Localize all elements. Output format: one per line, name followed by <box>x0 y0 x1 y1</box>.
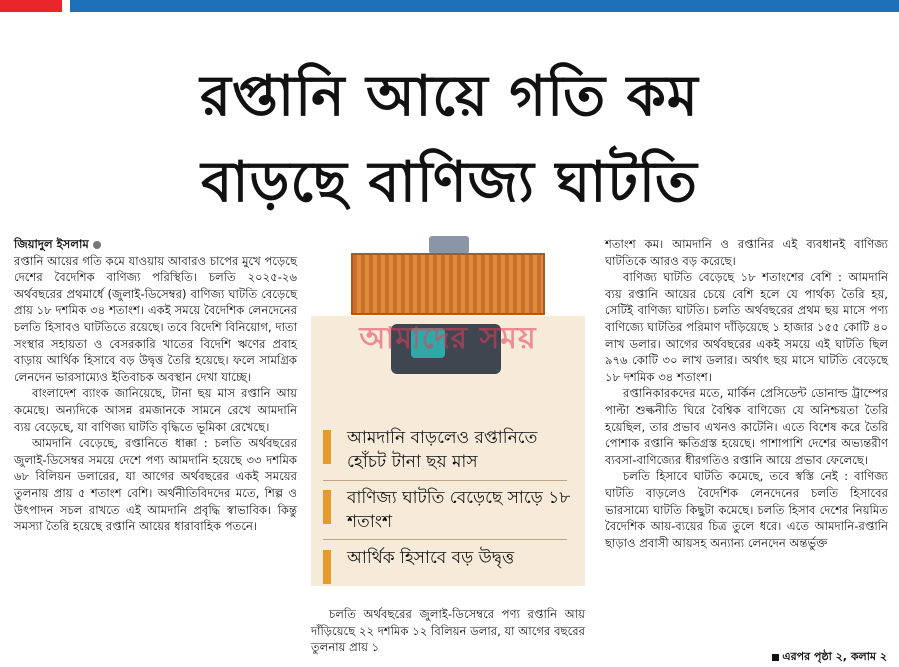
bullet-marker-icon <box>323 490 331 524</box>
byline-dot-icon <box>93 241 101 249</box>
top-accent-red <box>0 0 62 12</box>
paragraph: চলতি হিসাবে ঘাটতি কমেছে, তবে স্বস্তি নেই : বাণিজ্য ঘাটতি বাড়লেও বৈদেশিক লেনদেনের চলতি হিসাবের ভারসাম্যে ঘাটতি কিছুটা কমেছে। চলতি হিসাব দেশের নিয়মিত বৈদেশিক আয়-ব্যয়ের চিত্র তুলে ধরে। এতে আমদানি-রপ্তানি ছাড়াও প্রবাসী আয়সহ অন্যান্য লেনদেন অন্তর্ভুক্ত <box>605 469 888 550</box>
paragraph: রপ্তানি আয়ের গতি কমে যাওয়ায় আবারও চাপের মুখে পড়েছে দেশের বৈদেশিক বাণিজ্য পরিস্থিতি। চলতি ২০২৫-২৬ অর্থবছরের প্রথমার্ধে (জুলাই-ডিসেম্বর) বাণিজ্য ঘাটতি বেড়েছে প্রায় ১৮ দশমিক ৩৪ শতাংশ। একই সময়ে বৈদেশিক লেনদেনের চলতি হিসাবও ঘাটতিতে রয়েছে। তবে বিদেশি বিনিয়োগ, দাতা সংস্থার সহায়তা ও বেসরকারি খাতের বিদেশি ঋণের প্রবাহ বাড়ায় আর্থিক হিসাবে বড় উদ্বৃত্ত তৈরি হয়েছে। ফলে সামগ্রিক লেনদেন ভারসাম্যেও ইতিবাচক অবস্থান দেখা যাচ্ছে। <box>14 253 297 384</box>
article-column-1 <box>14 236 297 535</box>
bullet-marker-icon <box>323 430 331 464</box>
paragraph: শতাংশ কম। আমদানি ও রপ্তানির এই ব্যবধানই বাণিজ্য ঘাটতিকে আরও বড় করেছে। <box>605 237 888 268</box>
byline-name: জিয়াদুল ইসলাম <box>14 237 89 251</box>
paragraph: বাণিজ্য ঘাটতি বেড়েছে ১৮ শতাংশের বেশি : আমদানি ব্যয় রপ্তানি আয়ের চেয়ে বেশি হলে যে পার্থক্য তৈরি হয়, সেটিই বাণিজ্য ঘাটতি। চলতি অর্থবছরের প্রথম ছয় মাসে পণ্য বাণিজ্যে ঘাটতির পরিমাণ দাঁড়িয়েছে ১ হাজার ১৫৫ কোটি ৪০ লাখ ডলার। আগের অর্থবছরের একই সময়ে এই ঘাটতি ছিল ৯৭৬ কোটি ৩০ লাখ ডলার। অর্থাৎ ছয় মাসে ঘাটতি বেড়েছে ১৮ দশমিক ৩৪ শতাংশ। <box>605 270 888 384</box>
bullet-divider <box>323 480 567 481</box>
highlight-bullet <box>323 426 573 474</box>
article-column-2 <box>311 606 585 656</box>
shipping-container-icon <box>351 253 545 315</box>
bullet-text: বাণিজ্য ঘাটতি বেড়েছে সাড়ে ১৮ শতাংশ <box>347 488 571 532</box>
continuation-text: এরপর পৃষ্ঠা ২, কলাম ২ <box>782 650 887 663</box>
byline <box>14 236 297 253</box>
highlight-bullet <box>323 546 573 570</box>
paragraph: চলতি অর্থবছরের জুলাই-ডিসেম্বরে পণ্য রপ্তানি আয় দাঁড়িয়েছে ২২ দশমিক ১২ বিলিয়ন ডলার, যা আগের বছরের তুলনায় প্রায় ১ <box>311 607 585 655</box>
paragraph: বাংলাদেশ ব্যাংক জানিয়েছে, টানা ছয় মাস রপ্তানি আয় কমেছে। অন্যদিকে আসন্ন রমজানকে সামনে রেখে আমদানি ব্যয় বেড়েছে, যা বাণিজ্য ঘাটতি বৃদ্ধিতে ভূমিকা রেখেছে। <box>14 386 297 434</box>
bullet-text: আর্থিক হিসাবে বড় উদ্বৃত্ত <box>347 548 515 568</box>
paragraph: আমদানি বেড়েছে, রপ্তানিতে ধাক্কা : চলতি অর্থবছরের জুলাই-ডিসেম্বর সময়ে দেশে পণ্য আমদানি হয়েছে ৩৩ দশমিক ৬৮ বিলিয়ন ডলারের, যা আগের অর্থবছরের একই সময়ের তুলনায় প্রায় ৫ শতাংশ বেশি। অর্থনীতিবিদদের মতে, শিল্প ও উৎপাদন সচল রাখতে এই আমদানি প্রবৃদ্ধি স্বাভাবিক। কিন্তু সমস্যা তৈরি হয়েছে রপ্তানি আয়ের ধারাবাহিক পতনে। <box>14 436 297 534</box>
highlight-bullet <box>323 486 573 534</box>
bullet-marker-icon <box>323 550 331 584</box>
continuation-note[interactable] <box>772 648 887 667</box>
crane-icon <box>429 236 469 254</box>
bullet-divider <box>323 539 567 540</box>
bullet-text: আমদানি বাড়লেও রপ্তানিতে হোঁচট টানা ছয় মাস <box>347 428 538 472</box>
article-figure <box>311 236 585 586</box>
article-column-3 <box>605 236 888 551</box>
headline-line-2: বাড়ছে বাণিজ্য ঘাটতি <box>201 150 698 215</box>
paragraph: রপ্তানিকারকদের মতে, মার্কিন প্রেসিডেন্ট ডোনাল্ড ট্রাম্পের পাল্টা শুল্কনীতি ঘিরে বৈশ্বিক বাণিজ্যে যে অনিশ্চয়তা তৈরি হয়েছিল, তার প্রভাব এখনও কাটেনি। এতে বিশেষ করে তৈরি পোশাক রপ্তানি ক্ষতিগ্রস্ত হয়েছে। পাশাপাশি দেশের অভ্যন্তরীণ ব্যবসা-বাণিজ্যের ধীরগতিও রপ্তানি আয়ে প্রভাব ফেলেছে। <box>605 386 888 467</box>
headline-line-1: রপ্তানি আয়ে গতি কম <box>200 64 699 129</box>
square-bullet-icon <box>772 654 779 661</box>
watermark-logo: আমাদের সময় <box>359 321 537 356</box>
top-accent-blue <box>70 0 899 12</box>
